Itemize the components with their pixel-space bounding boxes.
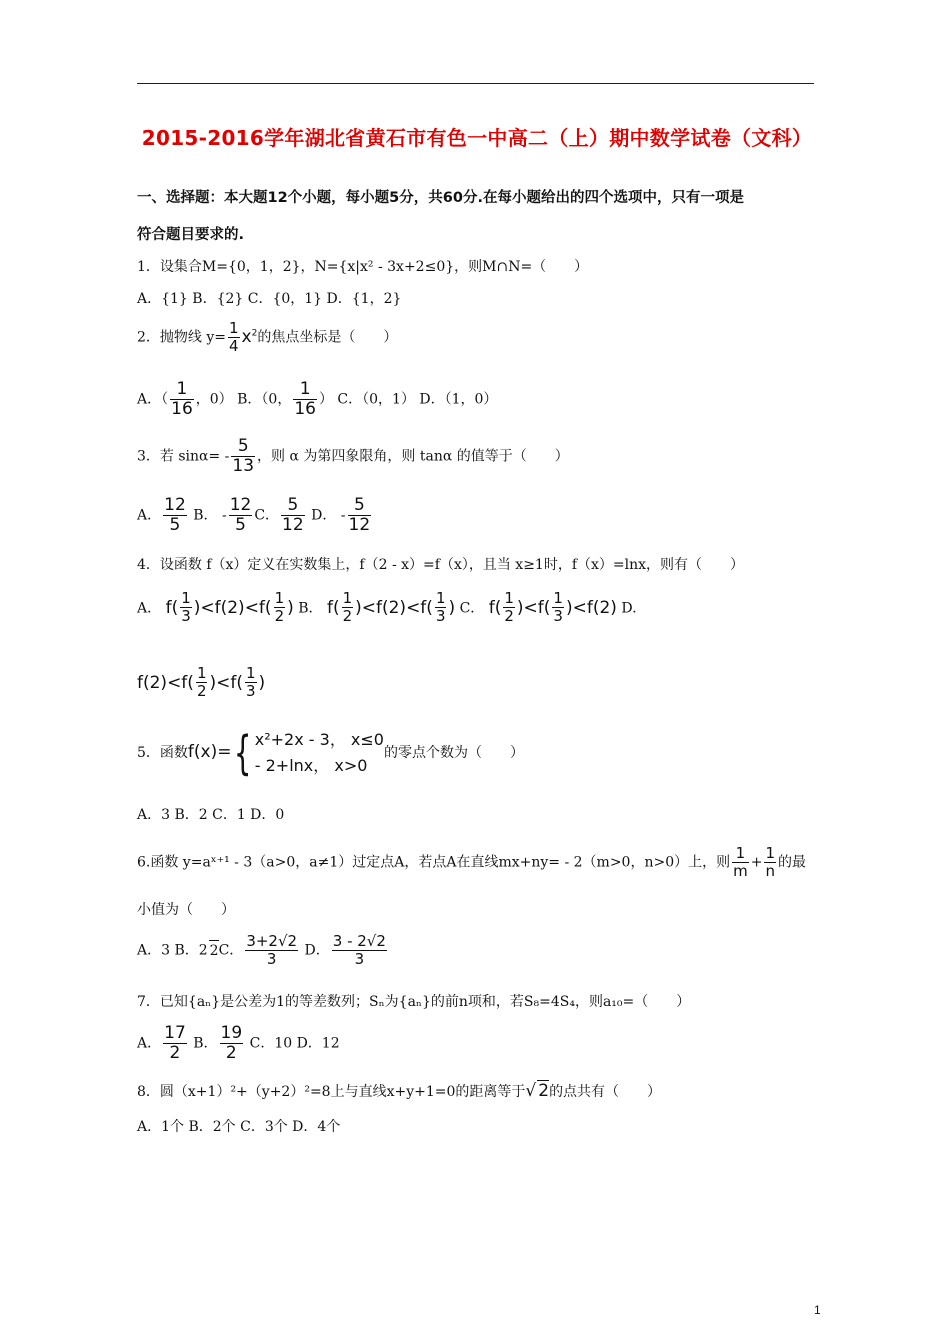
question-5-options: A．3 B．2 C．1 D．0: [137, 807, 285, 823]
q2-x2: $x^2$: [241, 326, 258, 347]
question-2-options: A．（ $\frac{1}{16}$ ，0） B．（0， $\frac{1}{16}$ ） C．（0，1） D．（1，0）: [137, 379, 498, 419]
question-5-stem: 5．函数f(x)={ x²+2x - 3， x≤0 - 2+lnx， x>0 的零点个数为（ ）: [137, 726, 524, 780]
q3-fraction: $\frac{5}{13}$: [232, 436, 255, 476]
page-title: 2015-2016学年湖北省黄石市有色一中高二（上）期中数学试卷（文科）: [141, 126, 813, 150]
q2-pre: 2．抛物线 y=: [137, 329, 226, 346]
question-1-options: A．{1} B．{2} C．{0，1} D．{1，2}: [137, 291, 402, 307]
q2-optA-fraction: $\frac{1}{16}$: [171, 379, 193, 419]
question-7-stem: 7．已知{aₙ}是公差为1的等差数列；Sₙ为{aₙ}的前n项和，若S₈=4S₄，则a₁₀=（ ）: [137, 994, 691, 1010]
question-4-stem: 4．设函数 f（x）定义在实数集上，f（2 - x）=f（x），且当 x≥1时，f（x）=lnx，则有（ ）: [137, 557, 745, 573]
question-7-options: A． $\frac{17}{2}$ B． $\frac{19}{2}$ C．10 D．12: [137, 1023, 340, 1063]
question-3-options: A． $\frac{12}{5}$ B． - $\frac{12}{5}$ C． $\frac{5}{12}$ D． - $\frac{5}{12}$: [137, 495, 371, 535]
question-1-stem: 1．设集合M={0，1，2}，N={x|x² - 3x+2≤0}，则M∩N=（ ）: [137, 259, 589, 275]
question-8-options: A．1个 B．2个 C．3个 D．4个: [137, 1119, 341, 1135]
section-heading-line2: 符合题目要求的.: [137, 227, 245, 243]
question-3-stem: 3．若 sinα= - $\frac{5}{13}$ ，则 α 为第四象限角，则 tanα 的值等于（ ）: [137, 436, 569, 476]
question-6-line2: 小值为（ ）: [137, 902, 235, 918]
q2-fraction: $\frac{1}{4}$: [229, 319, 239, 355]
question-8-stem: 8．圆（x+1）²+（y+2）²=8上与直线x+y+1=0的距离等于√ 2的点共有（ ）: [137, 1081, 662, 1101]
page-number: 1: [814, 1303, 821, 1317]
piecewise-cases: x²+2x - 3， x≤0 - 2+lnx， x>0: [254, 730, 384, 775]
question-4-option-d: f(2)<f( $\frac{1}{2}$ )<f( $\frac{1}{3}$ ): [137, 664, 266, 700]
q2-post: 的焦点坐标是（ ）: [257, 329, 398, 346]
question-6-options: A．3 B．2 2C． $\frac{3+2√2}{3}$ D． $\frac{3 - 2√2}{3}$: [137, 932, 386, 968]
question-2-stem: [137, 320, 397, 355]
q2-optB-fraction: $\frac{1}{16}$: [294, 379, 316, 419]
section-heading-line1: 一、选择题：本大题12个小题，每小题5分，共60分.在每小题给出的四个选项中，只有一项是: [137, 190, 744, 206]
left-brace-icon: {: [234, 726, 252, 780]
question-4-options: A． f( $\frac{1}{3}$ )<f(2)<f( $\frac{1}{2}$ ) B． f( $\frac{1}{2}$ )<f(2)<f( $\frac{1}{3}$ ) C． f( $\frac{1}{2}$ )<f( $\frac{1}{3}$ )<f(2) D.: [137, 589, 637, 625]
question-6-stem: 6.函数 y=aˣ⁺¹ - 3（a>0，a≠1）过定点A，若点A在直线mx+ny= - 2（m>0，n>0）上，则 $\frac{1}{m}$ + $\frac{1}{n}$ 的最: [137, 844, 807, 880]
header-rule: [137, 83, 814, 84]
